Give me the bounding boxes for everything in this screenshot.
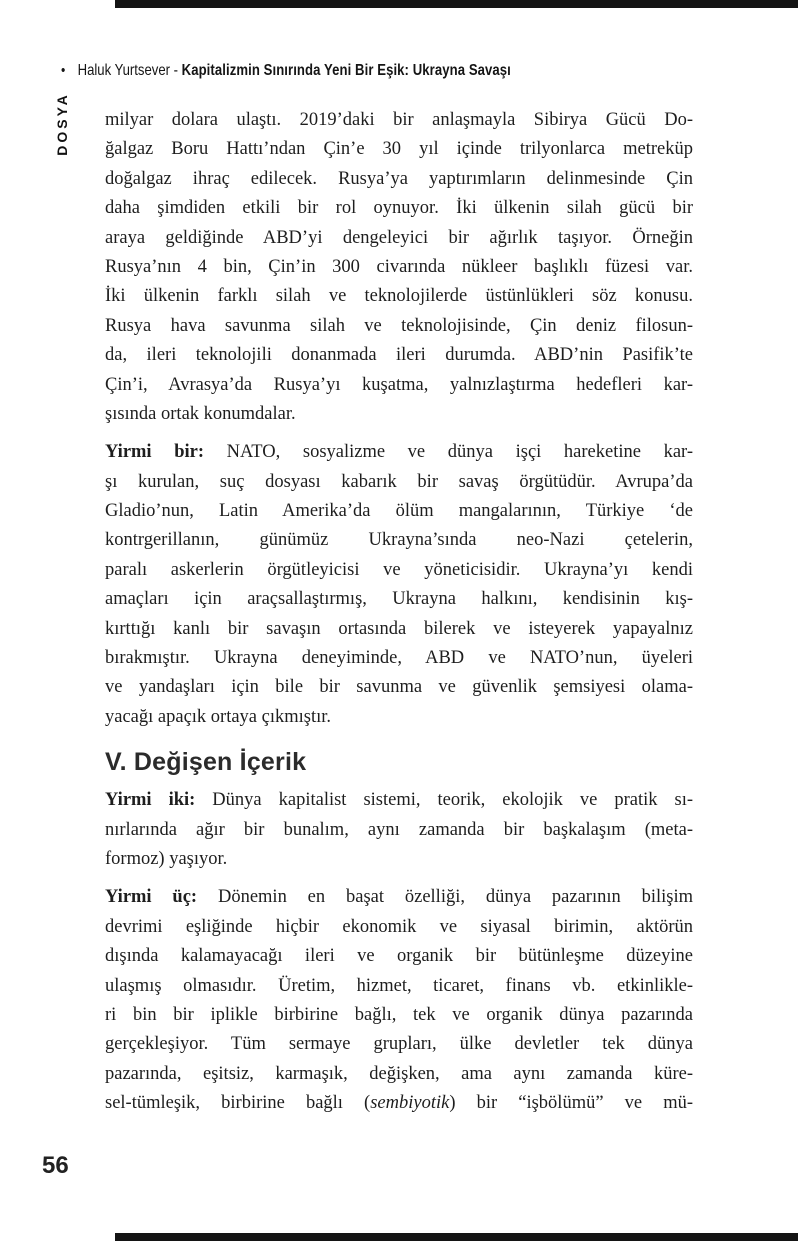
header-title: Kapitalizmin Sınırında Yeni Bir Eşik: Ukrayna Savaşı [181,62,511,79]
text-line: Rusya’nın 4 bin, Çin’in 300 civarında nükleer başlıklı füzesi var. [105,256,693,277]
text-line: Yirmi üç: Dönemin en başat özelliği, dünya pazarının bilişim [105,887,693,908]
text-line: ve yandaşları için bile bir savunma ve güvenlik şemsiyesi olama- [105,677,693,698]
text-line: kırttığı kanlı bir savaşın ortasında bilerek ve isteyerek yapayalnız [105,618,693,639]
side-label-dosya: DOSYA [54,92,70,156]
text-line: ri bin bir iplikle birbirine bağlı, tek ve organik dünya pazarında [105,1004,693,1025]
paragraph [105,786,693,874]
text-line: kontrgerillanın, günümüz Ukrayna’sında neo-Nazi çetelerin, [105,530,693,551]
text-line: İki ülkenin farklı silah ve teknolojilerde üstünlükleri söz konusu. [105,286,693,307]
text-line: Gladio’nun, Latin Amerika’da ölüm mangalarının, Türkiye ‘de [105,501,693,522]
paragraph [105,438,693,732]
running-header [61,62,511,80]
bottom-edge-bar [115,1233,798,1241]
text-line: daha şimdiden etkili bir rol oynuyor. İki ülkenin silah gücü bir [105,198,693,219]
section-heading: V. Değişen İçerik [105,748,307,777]
text-line: Çin’i, Avrasya’da Rusya’yı kuşatma, yalnızlaştırma hedefleri kar- [105,374,693,395]
text-line: şı kurulan, suç dosyası kabarık bir savaş örgütüdür. Avrupa’da [105,471,693,492]
text-line: bırakmıştır. Ukrayna deneyiminde, ABD ve NATO’nun, üyeleri [105,648,693,669]
paragraph [105,883,693,1118]
text-line: sel-tümleşik, birbirine bağlı (sembiyotik) bir “işbölümü” ve mü- [105,1093,693,1114]
text-line: Yirmi iki: Dünya kapitalist sistemi, teorik, ekolojik ve pratik sı- [105,790,693,811]
text-line: Yirmi bir: NATO, sosyalizme ve dünya işçi hareketine kar- [105,442,693,463]
paragraph [105,106,693,429]
text-line: ulaşmış olmasıdır. Üretim, hizmet, ticaret, finans vb. etkinlikle- [105,975,693,996]
text-line: doğalgaz ihraç edilecek. Rusya’ya yaptırımların delinmesinde Çin [105,168,693,189]
text-line: paralı askerlerin örgütleyicisi ve yöneticisidir. Ukrayna’yı kendi [105,559,693,580]
text-line: nırlarında ağır bir bunalım, aynı zamanda bir başkalaşım (meta- [105,819,693,840]
text-line: yacağı apaçık ortaya çıkmıştır. [105,706,332,727]
text-line: pazarında, eşitsiz, karmaşık, değişken, ama aynı zamanda küre- [105,1063,693,1084]
text-line: devrimi eşliğinde hiçbir ekonomik ve siyasal birimin, aktörün [105,916,693,937]
header-author: Haluk Yurtsever - [77,62,182,79]
text-line: milyar dolara ulaştı. 2019’daki bir anlaşmayla Sibirya Gücü Do- [105,110,693,130]
text-line: da, ileri teknolojili donanmada ileri durumda. ABD’nin Pasifik’te [105,345,693,366]
top-edge-bar [115,0,798,8]
content-blocks [105,106,693,1128]
bullet-icon: • [61,62,66,79]
text-line: gerçekleşiyor. Tüm sermaye grupları, ülke devletler tek dünya [105,1034,693,1055]
text-line: şısında ortak konumdalar. [105,403,296,424]
text-line: ğalgaz Boru Hattı’ndan Çin’e 30 yıl içinde trilyonlarca metreküp [105,139,693,160]
text-line: formoz) yaşıyor. [105,848,228,869]
text-line: Rusya hava savunma silah ve teknolojisinde, Çin deniz filosun- [105,315,693,336]
text-line: araya geldiğinde ABD’yi dengeleyici bir ağırlık taşıyor. Örneğin [105,227,693,248]
text-line: dışında kalamayacağı ileri ve organik bir bütünleşme düzeyine [105,946,693,967]
page-number: 56 [42,1152,69,1179]
text-line: amaçları için araçsallaştırmış, Ukrayna halkını, kendisinin kış- [105,589,693,610]
